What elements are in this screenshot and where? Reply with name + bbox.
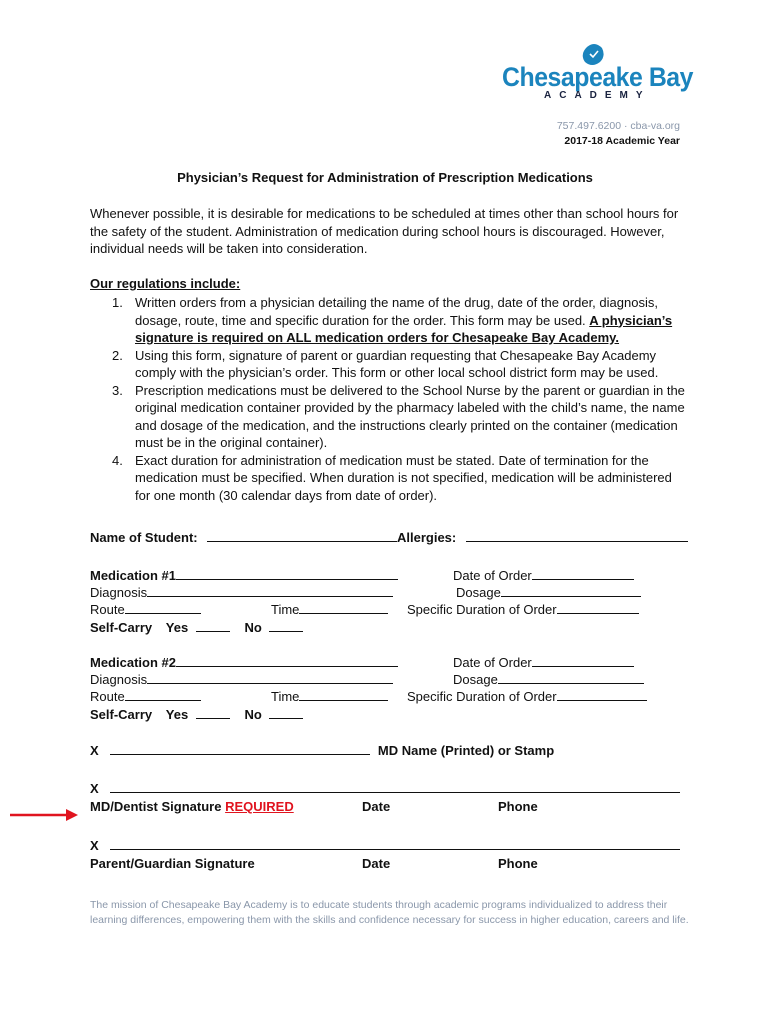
medication1-date-field[interactable] <box>532 567 634 580</box>
list-item <box>90 294 690 347</box>
required-label: REQUIRED <box>225 799 294 814</box>
regulations-list <box>90 294 690 504</box>
list-item-text: Using this form, signature of parent or guardian requesting that Chesapeake Bay Academy comply with the physician’s order. This form or other local school district form may be used. <box>135 347 659 380</box>
medication2-dosage-field[interactable] <box>498 671 644 684</box>
parent-signature-line-row <box>90 837 680 853</box>
no-label: No <box>244 707 262 722</box>
self-carry-label: Self-Carry <box>90 707 153 722</box>
no-field[interactable] <box>269 619 303 632</box>
medication1-dosage-label: Dosage <box>456 585 501 600</box>
medication2-route-label: Route <box>90 689 125 704</box>
logo-name: Chesapeake Bay <box>502 62 694 92</box>
medication2-dosage-row <box>453 671 644 687</box>
list-item-text: Prescription medications must be delivered to the School Nurse by the parent or guardian in the original medication container provided by the pharmacy labeled with the child’s name, the name and dosage of the medication, and the instructions clearly printed on the container (medication must be in the original container). <box>135 382 685 450</box>
no-field[interactable] <box>269 706 303 719</box>
md-name-label: MD Name (Printed) or Stamp <box>377 743 555 758</box>
medication1-duration-field[interactable] <box>557 601 639 614</box>
md-signature-x: X <box>90 781 99 796</box>
parent-date-label: Date <box>362 856 391 871</box>
medication1-time-field[interactable] <box>299 601 388 614</box>
medication1-self-carry-row <box>90 619 303 635</box>
medication2-route-row <box>90 688 201 704</box>
mission-statement: The mission of Chesapeake Bay Academy is to educate students through academic programs individualized to address their learning differences, empowering them with the skills and confidence necessary for success in higher education, careers and life. <box>90 899 689 926</box>
md-signature-label: MD/Dentist Signature <box>90 799 222 814</box>
md-signature-field[interactable] <box>110 780 680 793</box>
student-name-label: Name of Student: <box>90 530 198 545</box>
medication2-time-row <box>271 688 388 704</box>
parent-signature-label: Parent/Guardian Signature <box>90 856 255 871</box>
medication1-time-row <box>271 601 388 617</box>
no-label: No <box>244 620 262 635</box>
medication1-duration-row <box>407 601 639 617</box>
parent-signature-field[interactable] <box>110 837 680 850</box>
medication2-diagnosis-label: Diagnosis <box>90 672 148 687</box>
medication2-time-label: Time <box>271 689 300 704</box>
list-number: 2. <box>112 347 123 363</box>
list-item-text: Written orders from a physician detailing the name of the drug, date of the order, diagnosis, dosage, route, time and specific duration for the order. This form may be used. <box>135 295 658 328</box>
medication1-diagnosis-row <box>90 584 393 600</box>
academy-logo <box>500 40 694 110</box>
medication2-self-carry-row <box>90 706 303 722</box>
medication1-diagnosis-label: Diagnosis <box>90 585 148 600</box>
md-signature-label-row <box>90 799 294 814</box>
parent-signature-x: X <box>90 838 99 853</box>
medication1-time-label: Time <box>271 602 300 617</box>
medication1-dosage-field[interactable] <box>501 584 641 597</box>
student-name-field[interactable] <box>207 529 397 542</box>
yes-field[interactable] <box>196 706 230 719</box>
medication1-route-label: Route <box>90 602 125 617</box>
list-number: 4. <box>112 452 123 468</box>
medication2-duration-field[interactable] <box>557 688 647 701</box>
medication2-diagnosis-field[interactable] <box>147 671 393 684</box>
medication1-route-row <box>90 601 201 617</box>
medication1-label: Medication #1 <box>90 568 176 583</box>
md-name-x: X <box>90 743 99 758</box>
md-name-field[interactable] <box>110 742 370 755</box>
student-name-row <box>90 529 397 545</box>
self-carry-label: Self-Carry <box>90 620 153 635</box>
medication1-dosage-row <box>456 584 641 600</box>
allergies-field[interactable] <box>466 529 688 542</box>
md-signature-line-row <box>90 780 680 796</box>
regulations-heading: Our regulations include: <box>90 276 241 291</box>
list-item-text: Exact duration for administration of medication must be stated. Date of termination for the medication must be specified. When duration is not specified, medication will be administered for one month (30 calendar days from date of order). <box>135 452 672 503</box>
logo-subtitle: ACADEMY <box>544 90 651 101</box>
arrow-right-icon <box>10 806 80 824</box>
md-name-row <box>90 742 554 758</box>
medication2-duration-row <box>407 688 647 704</box>
list-item <box>90 452 690 505</box>
medication2-row <box>90 654 398 670</box>
md-phone-label: Phone <box>498 799 538 814</box>
medication2-duration-label: Specific Duration of Order <box>407 689 557 704</box>
medication1-duration-label: Specific Duration of Order <box>407 602 557 617</box>
medication2-date-row <box>453 654 634 670</box>
medication2-date-label: Date of Order <box>453 655 532 670</box>
yes-field[interactable] <box>196 619 230 632</box>
signature-requirement: A physician’s signature is required on ALL medication orders for Chesapeake Bay Academy. <box>135 312 673 345</box>
medication2-date-field[interactable] <box>532 654 634 667</box>
contact-info: 757.497.6200 · cba-va.org <box>556 120 680 132</box>
medication1-route-field[interactable] <box>125 601 201 614</box>
medication1-diagnosis-field[interactable] <box>147 584 393 597</box>
yes-label: Yes <box>165 620 189 635</box>
medication2-field[interactable] <box>176 654 398 667</box>
academic-year: 2017-18 Academic Year <box>564 135 680 147</box>
yes-label: Yes <box>165 707 189 722</box>
list-item <box>90 382 690 452</box>
page-title: Physician’s Request for Administration of Prescription Medications <box>177 170 593 185</box>
intro-paragraph: Whenever possible, it is desirable for medications to be scheduled at times other than school hours for the safety of the student. Administration of medication during school hours is discouraged. However, individual needs will be taken into consideration. <box>90 206 679 256</box>
medication2-dosage-label: Dosage <box>453 672 498 687</box>
list-number: 1. <box>112 295 123 310</box>
medication2-diagnosis-row <box>90 671 393 687</box>
allergies-row <box>397 529 688 545</box>
medication1-date-row <box>453 567 634 583</box>
allergies-label: Allergies: <box>397 530 457 545</box>
list-number: 3. <box>112 382 123 398</box>
medication2-time-field[interactable] <box>299 688 388 701</box>
md-date-label: Date <box>362 799 391 814</box>
medication1-date-label: Date of Order <box>453 568 532 583</box>
list-item <box>90 347 690 382</box>
medication1-field[interactable] <box>176 567 398 580</box>
medication1-row <box>90 567 398 583</box>
parent-phone-label: Phone <box>498 856 538 871</box>
medication2-label: Medication #2 <box>90 655 176 670</box>
medication2-route-field[interactable] <box>125 688 201 701</box>
